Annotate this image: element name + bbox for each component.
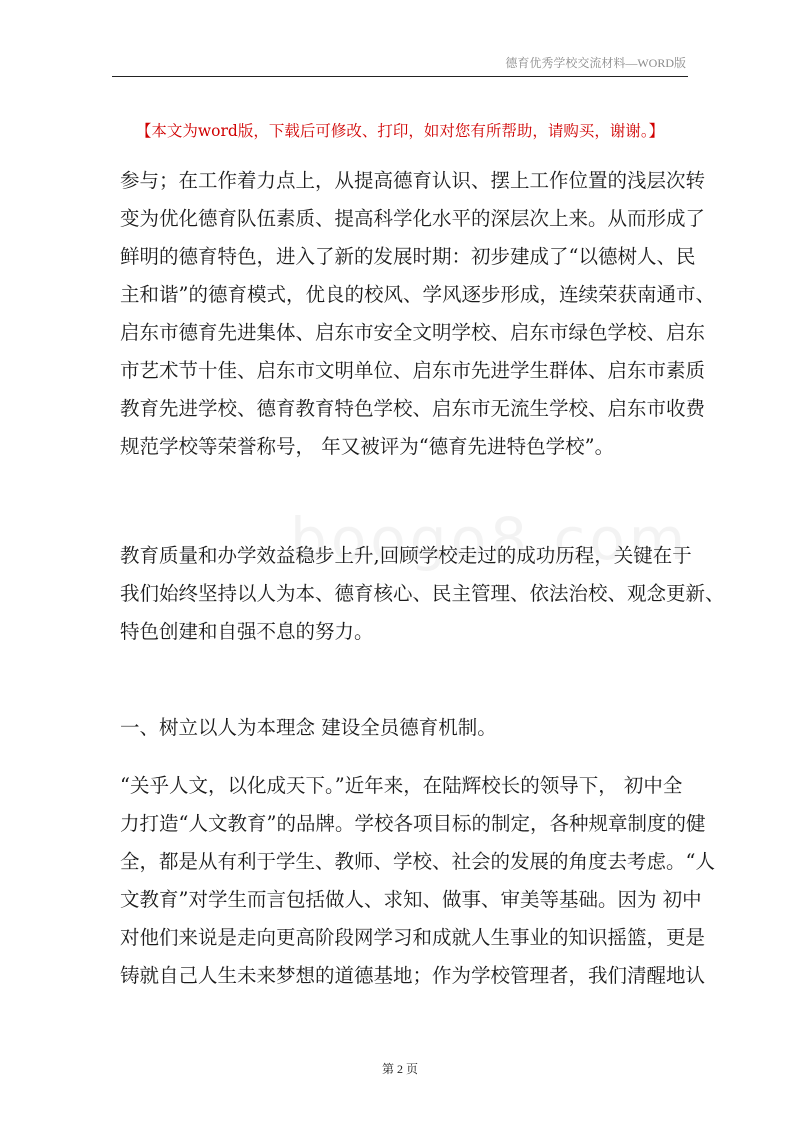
header-divider: [112, 76, 688, 77]
text-line: 规范学校等荣誉称号， 年又被评为“德育先进特色学校”。: [120, 435, 615, 458]
text-line: “关乎人文，以化成天下。”近年来，在陆辉校长的领导下， 初中全: [120, 774, 683, 797]
heading-text: 一、树立以人为本理念 建设全员德育机制。: [120, 716, 497, 739]
text-line: 启东市德育先进集体、启东市安全文明学校、启东市绿色学校、启东: [120, 321, 706, 344]
text-line: 市艺术节十佳、启东市文明单位、启东市先进学生群体、启东市素质: [120, 359, 706, 382]
text-line: 对他们来说是走向更高阶段网学习和成就人生事业的知识摇篮，更是: [120, 926, 706, 949]
page-number: 第 2 页: [381, 1062, 418, 1076]
text-line: 我们始终坚持以人为本、德育核心、民主管理、依法治校、观念更新、: [120, 582, 725, 605]
text-line: 教育质量和办学效益稳步上升,回顾学校走过的成功历程，关键在于: [120, 544, 692, 567]
text-line: 铸就自己人生未来梦想的道德基地；作为学校管理者，我们清醒地认: [120, 964, 706, 987]
text-line: 特色创建和自强不息的努力。: [120, 620, 374, 643]
text-line: 变为优化德育队伍素质、提高科学化水平的深层次上来。从而形成了: [120, 207, 706, 230]
text-line: 文教育”对学生而言包括做人、求知、做事、审美等基础。因为 初中: [120, 888, 702, 911]
paragraph-2: [120, 537, 725, 651]
text-line: 主和谐”的德育模式，优良的校风、学风逐步形成，连续荣获南通市、: [120, 283, 715, 306]
text-line: 力打造“人文教育”的品牌。学校各项目标的制定，各种规章制度的健: [120, 812, 706, 835]
page-header: 德育优秀学校交流材料—WORD版: [505, 56, 686, 70]
text-line: 全，都是从有利于学生、教师、学校、社会的发展的角度去考虑。“人: [120, 850, 715, 873]
download-notice: 【本文为word版，下载后可修改、打印，如对您有所帮助，请购买，谢谢。】: [135, 122, 665, 140]
paragraph-1: [120, 162, 715, 466]
text-line: 参与；在工作着力点上，从提高德育认识、摆上工作位置的浅层次转: [120, 169, 706, 192]
text-line: 教育先进学校、德育教育特色学校、启东市无流生学校、启东市收费: [120, 397, 706, 420]
text-line: 鲜明的德育特色，进入了新的发展时期：初步建成了“以德树人、民: [120, 245, 696, 268]
paragraph-3: [120, 767, 715, 995]
section-heading: [120, 709, 688, 747]
